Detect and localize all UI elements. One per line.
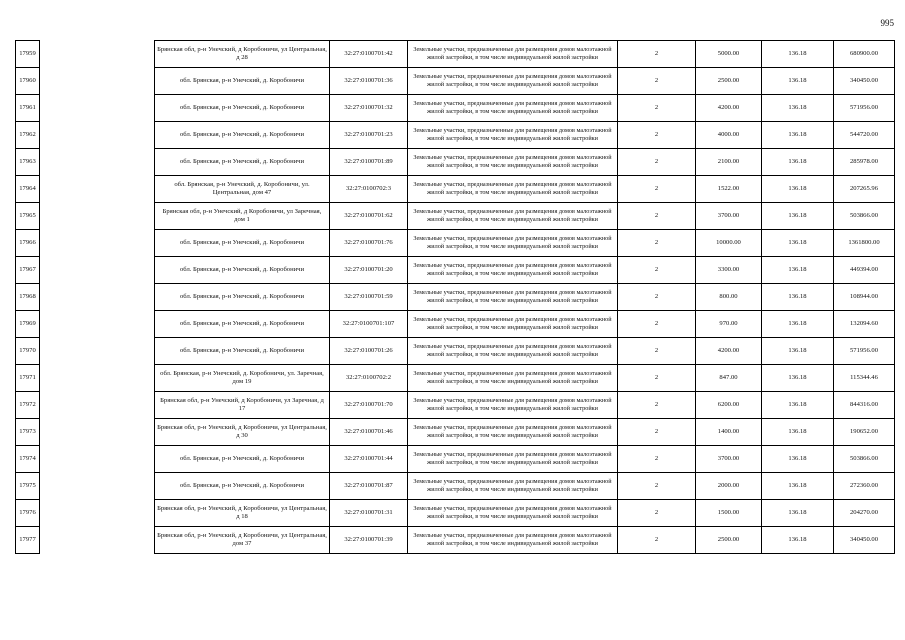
cadastral-number: 32:27:0100701:20 xyxy=(329,256,407,283)
row-number: 17964 xyxy=(15,175,40,202)
address-cell: Брянская обл, р-н Унечский, д Коробоничи, ул Центральная, д 18 xyxy=(154,499,329,526)
table-row xyxy=(15,40,880,67)
unit-rate: 136.18 xyxy=(761,391,833,418)
unit-rate: 136.18 xyxy=(761,283,833,310)
address-cell: обл. Брянская, р-н Унечский, д. Коробоничи xyxy=(154,256,329,283)
cadastral-number: 32:27:0100701:36 xyxy=(329,67,407,94)
row-divider xyxy=(154,364,895,365)
cadastral-number: 32:27:0100702:3 xyxy=(329,175,407,202)
table-row xyxy=(15,499,880,526)
group-code: 2 xyxy=(617,472,695,499)
row-divider xyxy=(154,148,895,149)
row-divider xyxy=(154,337,895,338)
address-cell: обл. Брянская, р-н Унечский, д. Коробоничи xyxy=(154,472,329,499)
area-value: 2500.00 xyxy=(695,526,761,553)
cadastral-number: 32:27:0100701:26 xyxy=(329,337,407,364)
cadastral-number: 32:27:0100701:87 xyxy=(329,472,407,499)
page-number: 995 xyxy=(880,18,894,28)
row-number: 17965 xyxy=(15,202,40,229)
cadastral-number: 32:27:0100701:59 xyxy=(329,283,407,310)
area-value: 3700.00 xyxy=(695,202,761,229)
table-row xyxy=(15,337,880,364)
cadastral-value: 272360.00 xyxy=(833,472,895,499)
address-cell: обл. Брянская, р-н Унечский, д. Коробоничи xyxy=(154,310,329,337)
row-divider xyxy=(15,472,40,473)
area-value: 2100.00 xyxy=(695,148,761,175)
land-category: Земельные участки, предназначенные для размещения домов малоэтажной жилой застройки, в том числе индивидуальной жилой застройки xyxy=(407,499,617,526)
cadastral-number: 32:27:0100701:46 xyxy=(329,418,407,445)
table-row xyxy=(15,472,880,499)
cadastral-value: 503866.00 xyxy=(833,445,895,472)
land-category: Земельные участки, предназначенные для размещения домов малоэтажной жилой застройки, в том числе индивидуальной жилой застройки xyxy=(407,121,617,148)
cadastral-value: 204270.00 xyxy=(833,499,895,526)
group-code: 2 xyxy=(617,67,695,94)
row-divider xyxy=(154,526,895,527)
unit-rate: 136.18 xyxy=(761,202,833,229)
address-cell: обл. Брянская, р-н Унечский, д. Коробоничи xyxy=(154,121,329,148)
cadastral-number: 32:27:0100701:42 xyxy=(329,40,407,67)
row-divider xyxy=(15,40,40,41)
unit-rate: 136.18 xyxy=(761,148,833,175)
row-divider xyxy=(154,121,895,122)
land-category: Земельные участки, предназначенные для размещения домов малоэтажной жилой застройки, в том числе индивидуальной жилой застройки xyxy=(407,175,617,202)
group-code: 2 xyxy=(617,283,695,310)
row-number: 17959 xyxy=(15,40,40,67)
row-number: 17960 xyxy=(15,67,40,94)
row-divider xyxy=(154,391,895,392)
area-value: 4200.00 xyxy=(695,337,761,364)
address-cell: обл. Брянская, р-н Унечский, д. Коробоничи, ул. Заречная, дом 19 xyxy=(154,364,329,391)
unit-rate: 136.18 xyxy=(761,94,833,121)
unit-rate: 136.18 xyxy=(761,67,833,94)
row-number: 17963 xyxy=(15,148,40,175)
land-category: Земельные участки, предназначенные для размещения домов малоэтажной жилой застройки, в том числе индивидуальной жилой застройки xyxy=(407,310,617,337)
address-cell: обл. Брянская, р-н Унечский, д. Коробоничи xyxy=(154,94,329,121)
table-row xyxy=(15,121,880,148)
cadastral-value: 285978.00 xyxy=(833,148,895,175)
table-row xyxy=(15,391,880,418)
row-divider xyxy=(154,283,895,284)
cadastral-value: 207265.96 xyxy=(833,175,895,202)
address-cell: обл. Брянская, р-н Унечский, д. Коробоничи xyxy=(154,67,329,94)
unit-rate: 136.18 xyxy=(761,121,833,148)
group-code: 2 xyxy=(617,256,695,283)
row-divider xyxy=(15,391,40,392)
row-number: 17962 xyxy=(15,121,40,148)
row-divider xyxy=(15,148,40,149)
row-divider xyxy=(15,418,40,419)
cadastral-value: 844316.00 xyxy=(833,391,895,418)
unit-rate: 136.18 xyxy=(761,229,833,256)
group-code: 2 xyxy=(617,391,695,418)
cadastral-number: 32:27:0100701:44 xyxy=(329,445,407,472)
land-category: Земельные участки, предназначенные для размещения домов малоэтажной жилой застройки, в том числе индивидуальной жилой застройки xyxy=(407,526,617,553)
address-cell: обл. Брянская, р-н Унечский, д. Коробоничи xyxy=(154,148,329,175)
table-row xyxy=(15,310,880,337)
row-number: 17972 xyxy=(15,391,40,418)
unit-rate: 136.18 xyxy=(761,256,833,283)
land-category: Земельные участки, предназначенные для размещения домов малоэтажной жилой застройки, в том числе индивидуальной жилой застройки xyxy=(407,337,617,364)
group-code: 2 xyxy=(617,175,695,202)
address-cell: Брянская обл, р-н Унечский, д Коробоничи, ул Центральная, д 30 xyxy=(154,418,329,445)
land-category: Земельные участки, предназначенные для размещения домов малоэтажной жилой застройки, в том числе индивидуальной жилой застройки xyxy=(407,445,617,472)
area-value: 800.00 xyxy=(695,283,761,310)
group-code: 2 xyxy=(617,310,695,337)
table-row xyxy=(15,283,880,310)
cadastral-value: 108944.00 xyxy=(833,283,895,310)
cadastral-value: 503866.00 xyxy=(833,202,895,229)
cadastral-value: 449394.00 xyxy=(833,256,895,283)
cadastral-value: 571956.00 xyxy=(833,94,895,121)
row-divider xyxy=(15,337,40,338)
land-category: Земельные участки, предназначенные для размещения домов малоэтажной жилой застройки, в том числе индивидуальной жилой застройки xyxy=(407,202,617,229)
row-divider xyxy=(154,202,895,203)
unit-rate: 136.18 xyxy=(761,175,833,202)
row-divider xyxy=(15,310,40,311)
row-number: 17971 xyxy=(15,364,40,391)
cadastral-value: 680900.00 xyxy=(833,40,895,67)
row-divider xyxy=(15,67,40,68)
row-divider xyxy=(154,256,895,257)
cadastral-value: 115344.46 xyxy=(833,364,895,391)
row-number: 17975 xyxy=(15,472,40,499)
land-category: Земельные участки, предназначенные для размещения домов малоэтажной жилой застройки, в том числе индивидуальной жилой застройки xyxy=(407,94,617,121)
row-divider xyxy=(154,67,895,68)
cadastral-value: 1361800.00 xyxy=(833,229,895,256)
row-divider xyxy=(15,283,40,284)
table-row xyxy=(15,202,880,229)
group-code: 2 xyxy=(617,40,695,67)
cadastral-number: 32:27:0100701:89 xyxy=(329,148,407,175)
land-category: Земельные участки, предназначенные для размещения домов малоэтажной жилой застройки, в том числе индивидуальной жилой застройки xyxy=(407,283,617,310)
area-value: 847.00 xyxy=(695,364,761,391)
row-divider xyxy=(154,40,895,41)
row-divider xyxy=(154,553,895,554)
address-cell: обл. Брянская, р-н Унечский, д. Коробоничи xyxy=(154,337,329,364)
group-code: 2 xyxy=(617,499,695,526)
land-category: Земельные участки, предназначенные для размещения домов малоэтажной жилой застройки, в том числе индивидуальной жилой застройки xyxy=(407,229,617,256)
area-value: 4000.00 xyxy=(695,121,761,148)
row-divider xyxy=(154,418,895,419)
cadastral-value: 132094.60 xyxy=(833,310,895,337)
row-divider xyxy=(15,121,40,122)
table-row xyxy=(15,364,880,391)
row-divider xyxy=(15,175,40,176)
area-value: 1400.00 xyxy=(695,418,761,445)
cadastral-value: 190652.00 xyxy=(833,418,895,445)
table-row xyxy=(15,148,880,175)
area-value: 6200.00 xyxy=(695,391,761,418)
row-number: 17970 xyxy=(15,337,40,364)
area-value: 3700.00 xyxy=(695,445,761,472)
land-category: Земельные участки, предназначенные для размещения домов малоэтажной жилой застройки, в том числе индивидуальной жилой застройки xyxy=(407,256,617,283)
land-category: Земельные участки, предназначенные для размещения домов малоэтажной жилой застройки, в том числе индивидуальной жилой застройки xyxy=(407,364,617,391)
area-value: 1522.00 xyxy=(695,175,761,202)
area-value: 5000.00 xyxy=(695,40,761,67)
address-cell: обл. Брянская, р-н Унечский, д. Коробоничи, ул. Центральная, дом 47 xyxy=(154,175,329,202)
group-code: 2 xyxy=(617,418,695,445)
row-number: 17976 xyxy=(15,499,40,526)
address-cell: обл. Брянская, р-н Унечский, д. Коробоничи xyxy=(154,283,329,310)
land-category: Земельные участки, предназначенные для размещения домов малоэтажной жилой застройки, в том числе индивидуальной жилой застройки xyxy=(407,391,617,418)
row-number: 17973 xyxy=(15,418,40,445)
row-divider xyxy=(154,310,895,311)
table-row xyxy=(15,526,880,553)
cadastral-number: 32:27:0100701:70 xyxy=(329,391,407,418)
table-row xyxy=(15,175,880,202)
unit-rate: 136.18 xyxy=(761,526,833,553)
area-value: 3300.00 xyxy=(695,256,761,283)
row-divider xyxy=(154,472,895,473)
group-code: 2 xyxy=(617,445,695,472)
row-divider xyxy=(154,499,895,500)
table-row xyxy=(15,445,880,472)
table-row xyxy=(15,256,880,283)
row-divider xyxy=(15,499,40,500)
cadastral-number: 32:27:0100702:2 xyxy=(329,364,407,391)
row-divider xyxy=(154,445,895,446)
row-number: 17968 xyxy=(15,283,40,310)
row-divider xyxy=(15,445,40,446)
table-row xyxy=(15,418,880,445)
row-divider xyxy=(15,229,40,230)
area-value: 2000.00 xyxy=(695,472,761,499)
area-value: 970.00 xyxy=(695,310,761,337)
address-cell: Брянская обл, р-н Унечский, д Коробоничи, ул Центральная, дом 37 xyxy=(154,526,329,553)
unit-rate: 136.18 xyxy=(761,310,833,337)
row-divider xyxy=(15,364,40,365)
area-value: 1500.00 xyxy=(695,499,761,526)
row-number: 17961 xyxy=(15,94,40,121)
cadastral-value: 571956.00 xyxy=(833,337,895,364)
area-value: 4200.00 xyxy=(695,94,761,121)
row-number: 17967 xyxy=(15,256,40,283)
row-divider xyxy=(15,553,40,554)
cadastral-value: 544720.00 xyxy=(833,121,895,148)
unit-rate: 136.18 xyxy=(761,418,833,445)
table-row xyxy=(15,67,880,94)
table-row xyxy=(15,229,880,256)
unit-rate: 136.18 xyxy=(761,337,833,364)
cadastral-number: 32:27:0100701:76 xyxy=(329,229,407,256)
address-cell: Брянская обл, р-н Унечский, д Коробоничи, ул Заречная, д 17 xyxy=(154,391,329,418)
table-row xyxy=(15,94,880,121)
group-code: 2 xyxy=(617,526,695,553)
row-number: 17966 xyxy=(15,229,40,256)
land-category: Земельные участки, предназначенные для размещения домов малоэтажной жилой застройки, в том числе индивидуальной жилой застройки xyxy=(407,67,617,94)
group-code: 2 xyxy=(617,364,695,391)
group-code: 2 xyxy=(617,337,695,364)
land-category: Земельные участки, предназначенные для размещения домов малоэтажной жилой застройки, в том числе индивидуальной жилой застройки xyxy=(407,148,617,175)
group-code: 2 xyxy=(617,229,695,256)
land-category: Земельные участки, предназначенные для размещения домов малоэтажной жилой застройки, в том числе индивидуальной жилой застройки xyxy=(407,40,617,67)
address-cell: Брянская обл, р-н Унечский, д Коробоничи, ул Заречная, дом 1 xyxy=(154,202,329,229)
row-divider xyxy=(15,202,40,203)
row-divider xyxy=(154,229,895,230)
row-number: 17969 xyxy=(15,310,40,337)
cadastral-value: 340450.00 xyxy=(833,67,895,94)
unit-rate: 136.18 xyxy=(761,499,833,526)
cadastral-number: 32:27:0100701:31 xyxy=(329,499,407,526)
unit-rate: 136.18 xyxy=(761,364,833,391)
row-divider xyxy=(15,94,40,95)
cadastral-number: 32:27:0100701:107 xyxy=(329,310,407,337)
land-category: Земельные участки, предназначенные для размещения домов малоэтажной жилой застройки, в том числе индивидуальной жилой застройки xyxy=(407,472,617,499)
row-divider xyxy=(154,175,895,176)
row-divider xyxy=(15,256,40,257)
row-divider xyxy=(15,526,40,527)
unit-rate: 136.18 xyxy=(761,445,833,472)
area-value: 10000.00 xyxy=(695,229,761,256)
area-value: 2500.00 xyxy=(695,67,761,94)
address-cell: Брянская обл, р-н Унечский, д Коробоничи, ул Центральная, д 28 xyxy=(154,40,329,67)
cadastral-value: 340450.00 xyxy=(833,526,895,553)
cadastral-number: 32:27:0100701:32 xyxy=(329,94,407,121)
group-code: 2 xyxy=(617,94,695,121)
cadastral-number: 32:27:0100701:62 xyxy=(329,202,407,229)
row-number: 17977 xyxy=(15,526,40,553)
unit-rate: 136.18 xyxy=(761,472,833,499)
address-cell: обл. Брянская, р-н Унечский, д. Коробоничи xyxy=(154,445,329,472)
row-divider xyxy=(154,94,895,95)
address-cell: обл. Брянская, р-н Унечский, д. Коробоничи xyxy=(154,229,329,256)
group-code: 2 xyxy=(617,202,695,229)
land-category: Земельные участки, предназначенные для размещения домов малоэтажной жилой застройки, в том числе индивидуальной жилой застройки xyxy=(407,418,617,445)
cadastral-number: 32:27:0100701:39 xyxy=(329,526,407,553)
group-code: 2 xyxy=(617,148,695,175)
row-number: 17974 xyxy=(15,445,40,472)
group-code: 2 xyxy=(617,121,695,148)
cadastral-number: 32:27:0100701:23 xyxy=(329,121,407,148)
unit-rate: 136.18 xyxy=(761,40,833,67)
